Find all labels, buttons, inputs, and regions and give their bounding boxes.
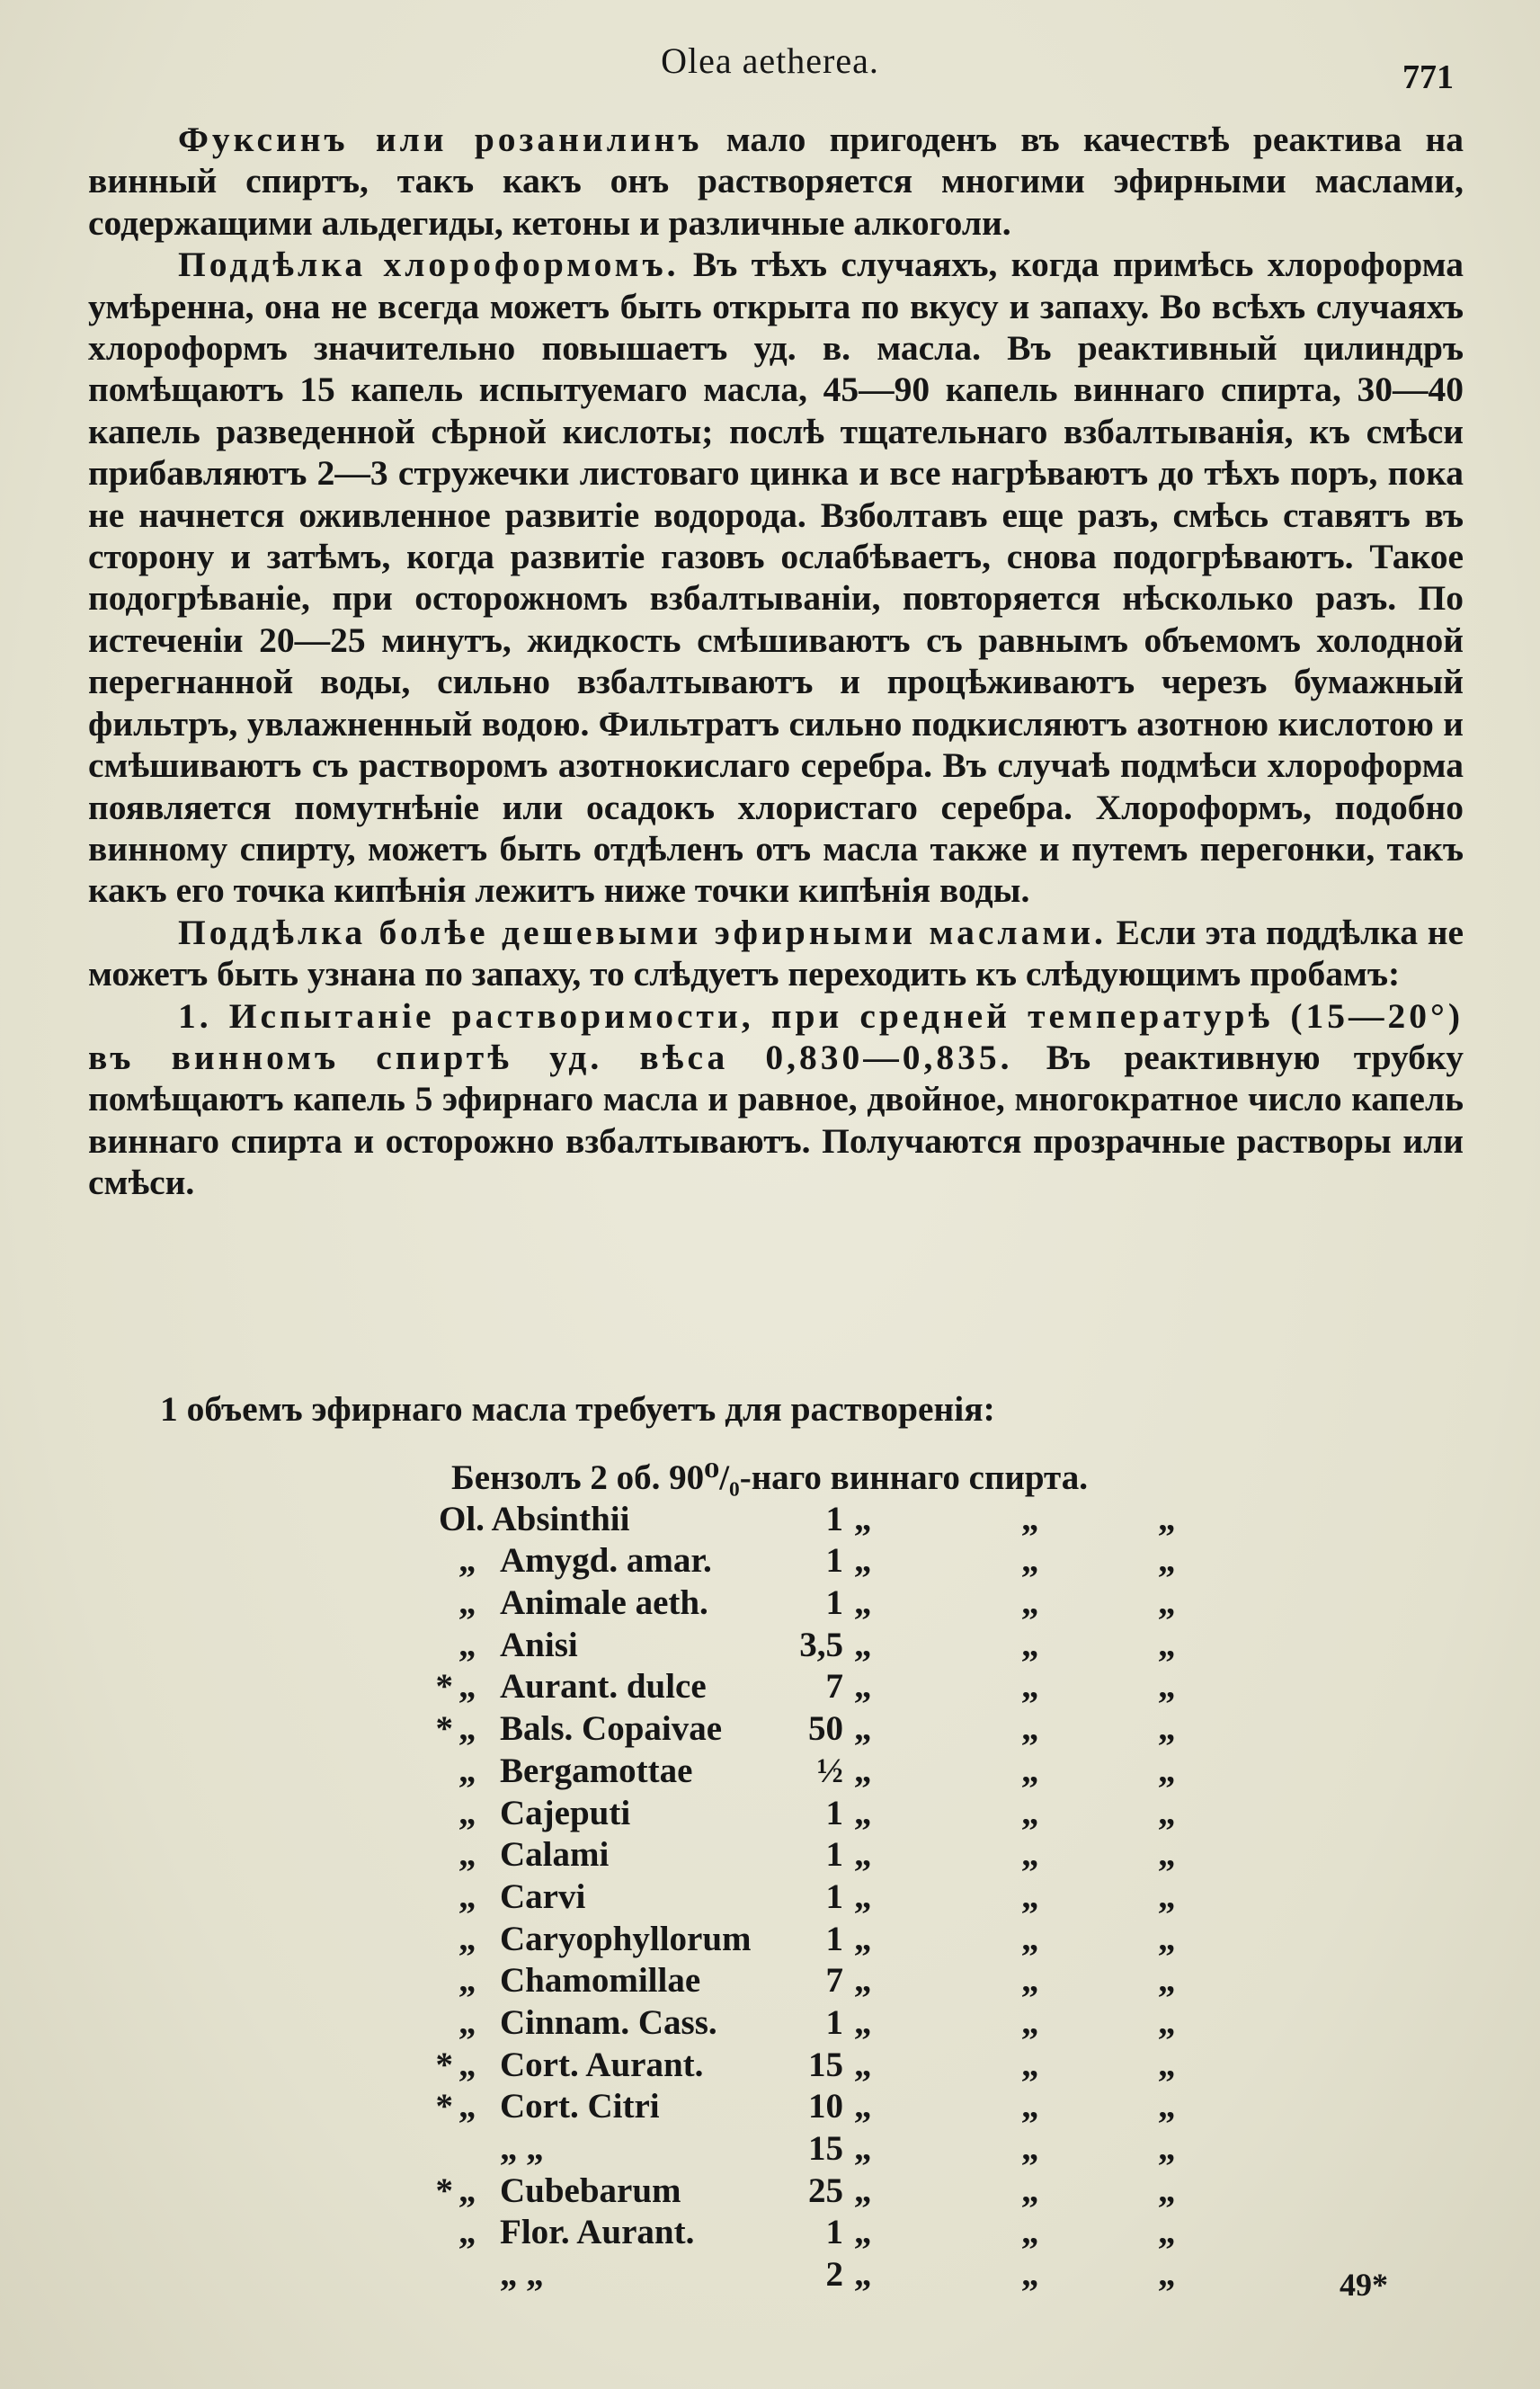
spirit-volume: 3,5 [799, 1625, 843, 1664]
oil-name: Amygd. amar. [500, 1541, 712, 1581]
spirit-volume: 1 [825, 1876, 843, 1916]
table-row [423, 1540, 1232, 1582]
ditto-mark: „ [1021, 1919, 1039, 1958]
ditto-mark: „ [458, 1919, 476, 1958]
spirit-volume: 1 [825, 1919, 843, 1958]
ditto-mark: „ [1021, 2129, 1039, 2168]
ditto-mark: „ [854, 1709, 872, 1749]
running-head: Olea aetherea. [661, 40, 879, 81]
table-row [423, 2254, 1232, 2296]
ditto-mark: „ [1021, 1541, 1039, 1581]
oil-name: Calami [500, 1835, 610, 1875]
ditto-mark: „ [1021, 1835, 1039, 1875]
spaced-lead: Поддѣлка болѣе дешевыми эфирными маслами. [178, 912, 1107, 952]
table-row [423, 1666, 1232, 1708]
ditto-mark: „ [854, 1667, 872, 1707]
oil-name: Bals. Copaivae [500, 1709, 723, 1749]
ditto-mark: „ [1021, 2002, 1039, 2042]
ditto-mark: „ [854, 1876, 872, 1916]
ditto-mark: „ [1158, 1583, 1176, 1623]
ditto-mark: „ [854, 2002, 872, 2042]
spirit-volume: 1 [825, 1793, 843, 1832]
body-text [88, 119, 1464, 1204]
ditto-mark: „ [458, 1541, 476, 1581]
ditto-mark: „ [458, 1876, 476, 1916]
ditto-mark: „ [854, 1835, 872, 1875]
spirit-volume: 25 [808, 2171, 843, 2210]
ditto-mark: „ [1158, 1625, 1176, 1664]
ditto-mark: „ [1158, 2213, 1176, 2252]
ditto-mark: „ [1021, 1751, 1039, 1790]
ditto-mark: „ [1021, 1499, 1039, 1538]
oil-name: Ol. Absinthii [439, 1499, 630, 1538]
ditto-mark: „ [458, 1583, 476, 1623]
asterisk-mark: * [435, 1709, 453, 1749]
spaced-lead: Поддѣлка хлороформомъ. [178, 245, 680, 285]
table-row [423, 1834, 1232, 1876]
spaced-lead: 1. Испытаніе растворимости, при средней температурѣ (15—20°) въ винномъ спиртѣ уд. вѣса 0,830—0,835. [88, 995, 1464, 1077]
table-row [423, 1708, 1232, 1751]
solubility-table [423, 1457, 1232, 2296]
ditto-mark: „ [458, 2171, 476, 2210]
ditto-mark: „ [458, 2045, 476, 2084]
ditto-mark: „ [854, 2045, 872, 2084]
ditto-mark: „ [854, 1583, 872, 1623]
ditto-mark: „ [854, 1541, 872, 1581]
spirit-volume: 7 [825, 1961, 843, 2001]
asterisk-mark: * [435, 2045, 453, 2084]
ditto-mark: „ [1021, 1961, 1039, 2001]
table-row [423, 1751, 1232, 1793]
ditto-mark: „ [1158, 1541, 1176, 1581]
paragraph-solubility-test [88, 995, 1464, 1204]
ditto-mark: „ [854, 1751, 872, 1790]
oil-name: Chamomillae [500, 1961, 701, 2001]
table-row [423, 1960, 1232, 2002]
oil-name: „ „ [500, 2255, 544, 2295]
ditto-mark: „ [854, 1499, 872, 1538]
ditto-mark: „ [1158, 2002, 1176, 2042]
spirit-volume: 1 [825, 2213, 843, 2252]
spirit-volume: 1 [825, 1835, 843, 1875]
oil-name: Cinnam. Cass. [500, 2002, 717, 2042]
ditto-mark: „ [1158, 1751, 1176, 1790]
table-row [423, 2086, 1232, 2128]
ditto-mark: „ [1021, 2213, 1039, 2252]
ditto-mark: „ [854, 1961, 872, 2001]
ditto-mark: „ [854, 2171, 872, 2210]
ditto-mark: „ [1158, 2171, 1176, 2210]
oil-name: „ „ [500, 2129, 544, 2168]
ditto-mark: „ [1158, 2129, 1176, 2168]
ditto-mark: „ [854, 2213, 872, 2252]
ditto-mark: „ [1158, 1793, 1176, 1832]
oil-name: Animale aeth. [500, 1583, 708, 1623]
spaced-lead: Фуксинъ или розанилинъ [178, 120, 703, 159]
oil-name: Cubebarum [500, 2171, 681, 2210]
table-row [423, 1582, 1232, 1625]
oil-name: Cajeputi [500, 1793, 631, 1832]
oil-name: Carvi [500, 1876, 586, 1916]
ditto-mark: „ [1158, 1499, 1176, 1538]
ditto-mark: „ [1021, 1625, 1039, 1664]
spirit-volume: 15 [808, 2045, 843, 2084]
table-row [423, 1919, 1232, 1961]
table-row [423, 2212, 1232, 2254]
spirit-volume: 1 [825, 1541, 843, 1581]
paragraph-text: Въ реактивную трубку помѣщаютъ капель 5 эфирнаго масла и равное, двойное, многократное число капель виннаго спирта и осторожно взбалтываютъ. Получаются прозрачные растворы или смѣси. [88, 1037, 1464, 1203]
ditto-mark: „ [458, 2087, 476, 2126]
table-header-row [423, 1457, 1232, 1499]
ditto-mark: „ [854, 2255, 872, 2295]
table-intro: 1 объемъ эфирнаго масла требуетъ для растворенія: [160, 1389, 995, 1429]
spirit-volume: 15 [808, 2129, 843, 2168]
paragraph-text: мало пригоденъ въ качествѣ реактива на винный спиртъ, такъ какъ онъ растворяется многими эфирными маслами, содержащими альдегиды, кетоны и различные алкоголи. [88, 120, 1464, 243]
table-row [423, 2002, 1232, 2045]
table-row [423, 1876, 1232, 1919]
ditto-mark: „ [1021, 1793, 1039, 1832]
ditto-mark: „ [458, 1625, 476, 1664]
spirit-volume: 1 [825, 1583, 843, 1623]
table-header: Бензолъ 2 об. 90⁰/₀-наго виннаго спирта. [451, 1458, 1088, 1497]
signature-mark: 49* [1340, 2267, 1388, 2303]
ditto-mark: „ [458, 1835, 476, 1875]
paragraph-cheaper-oils [88, 912, 1464, 995]
ditto-mark: „ [1158, 1876, 1176, 1916]
asterisk-mark: * [435, 1667, 453, 1707]
ditto-mark: „ [854, 1919, 872, 1958]
ditto-mark: „ [458, 1751, 476, 1790]
spirit-volume: 1 [825, 2002, 843, 2042]
paragraph-text: Въ тѣхъ случаяхъ, когда примѣсь хлороформа умѣренна, она не всегда можетъ быть открыта по вкусу и запаху. Во всѣхъ случаяхъ хлороформъ значительно повышаетъ уд. в. масла. Въ реактивный цилиндръ помѣщаютъ 15 капель испытуемаго масла, 45—90 капель виннаго спирта, 30—40 капель разведенной сѣрной кислоты; послѣ тщательнаго взбалтыванія, къ смѣси прибавляютъ 2—3 стружечки листоваго цинка и все нагрѣваютъ до тѣхъ поръ, пока не начнется оживленное развитіе водорода. Взболтавъ еще разъ, смѣсь ставятъ въ сторону и затѣмъ, когда развитіе газовъ ослабѣваетъ, снова подогрѣваютъ. Такое подогрѣваніе, при осторожномъ взбалтываніи, повторяется нѣсколько разъ. По истеченіи 20—25 минутъ, жидкость смѣшиваютъ съ равнымъ объемомъ холодной перегнанной воды, сильно взбалтываютъ и процѣживаютъ черезъ бумажный фильтръ, увлажненный водою. Фильтратъ сильно подкисляютъ азотною кислотою и смѣшиваютъ съ растворомъ азотнокислаго серебра. Въ случаѣ подмѣси хлороформа появляется помутнѣніе или осадокъ хлористаго серебра. Хлороформъ, подобно винному спирту, можетъ быть отдѣленъ отъ масла также и путемъ перегонки, такъ какъ его точка кипѣнія лежитъ ниже точки кипѣнія воды. [88, 245, 1464, 911]
ditto-mark: „ [1158, 1709, 1176, 1749]
ditto-mark: „ [1021, 2087, 1039, 2126]
ditto-mark: „ [1158, 1961, 1176, 2001]
ditto-mark: „ [1158, 1835, 1176, 1875]
ditto-mark: „ [458, 1709, 476, 1749]
spirit-volume: 1 [825, 1499, 843, 1538]
ditto-mark: „ [458, 1793, 476, 1832]
paragraph-text: Если эта поддѣлка не можетъ быть узнана по запаху, то слѣдуетъ переходить къ слѣдующимъ пробамъ: [88, 912, 1464, 994]
ditto-mark: „ [1021, 2255, 1039, 2295]
table-row [423, 2128, 1232, 2171]
paragraph-fuchsin [88, 119, 1464, 244]
spirit-volume: 2 [825, 2255, 843, 2295]
oil-name: Aurant. dulce [500, 1667, 707, 1707]
ditto-mark: „ [1158, 1919, 1176, 1958]
ditto-mark: „ [1158, 2255, 1176, 2295]
ditto-mark: „ [1158, 2045, 1176, 2084]
table-row [423, 2171, 1232, 2213]
asterisk-mark: * [435, 2087, 453, 2126]
spirit-volume: ½ [816, 1751, 843, 1790]
ditto-mark: „ [1021, 2045, 1039, 2084]
ditto-mark: „ [458, 2002, 476, 2042]
ditto-mark: „ [458, 1961, 476, 2001]
ditto-mark: „ [458, 2213, 476, 2252]
oil-name: Anisi [500, 1625, 578, 1664]
asterisk-mark: * [435, 2171, 453, 2210]
spirit-volume: 7 [825, 1667, 843, 1707]
table-row [423, 1499, 1232, 1541]
ditto-mark: „ [854, 1625, 872, 1664]
oil-name: Cort. Aurant. [500, 2045, 704, 2084]
page-number: 771 [1402, 58, 1454, 96]
table-row [423, 1625, 1232, 1667]
ditto-mark: „ [854, 1793, 872, 1832]
ditto-mark: „ [1158, 2087, 1176, 2126]
oil-name: Flor. Aurant. [500, 2213, 695, 2252]
table-row [423, 1793, 1232, 1835]
ditto-mark: „ [1021, 1709, 1039, 1749]
ditto-mark: „ [1021, 2171, 1039, 2210]
spirit-volume: 10 [808, 2087, 843, 2126]
ditto-mark: „ [1021, 1583, 1039, 1623]
paragraph-chloroform [88, 244, 1464, 912]
ditto-mark: „ [458, 1667, 476, 1707]
ditto-mark: „ [1158, 1667, 1176, 1707]
ditto-mark: „ [854, 2129, 872, 2168]
ditto-mark: „ [1021, 1667, 1039, 1707]
spirit-volume: 50 [808, 1709, 843, 1749]
oil-name: Caryophyllorum [500, 1919, 752, 1958]
table-row [423, 2045, 1232, 2087]
oil-name: Bergamottae [500, 1751, 693, 1790]
ditto-mark: „ [1021, 1876, 1039, 1916]
oil-name: Cort. Citri [500, 2087, 660, 2126]
ditto-mark: „ [854, 2087, 872, 2126]
